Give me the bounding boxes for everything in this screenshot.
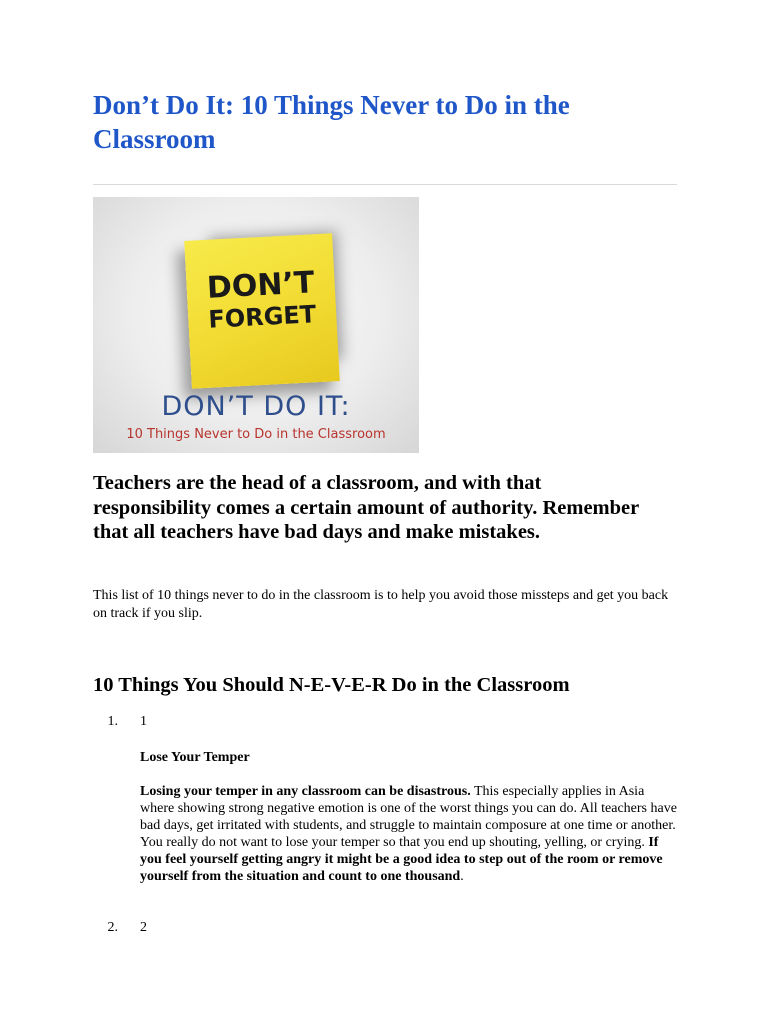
body-text: This especially applies in Asia where showing strong negative emotion is one of the worst things you can do. All teachers have bad days, get irritated with students, and struggle to maintain composure at one time or another. You really do not want to lose your temper so that you end up shouting, yelling, or crying. (140, 784, 677, 850)
body-text: . (460, 869, 464, 884)
list-item-heading: Lose Your Temper (140, 750, 250, 765)
sticky-note-line-1: DON’T (206, 265, 316, 306)
image-subheading: 10 Things Never to Do in the Classroom (126, 427, 386, 442)
section-title: 10 Things You Should N-E-V-E-R Do in the Classroom (93, 674, 570, 696)
list-item-number: 1 (140, 714, 147, 729)
list-item-number: 2 (140, 920, 147, 935)
list-marker: 1. (107, 714, 118, 729)
title-divider (93, 184, 677, 185)
list-marker: 2. (107, 920, 118, 935)
article-title: Don’t Do It: 10 Things Never to Do in the Classroom (93, 90, 570, 154)
sticky-note-line-2: FORGET (207, 300, 317, 334)
article-hero-image (93, 197, 419, 453)
list-item-body (140, 783, 680, 885)
intro-paragraph: This list of 10 things never to do in the classroom is to help you avoid those missteps and get you back on track if you slip. (93, 588, 669, 621)
sticky-note (184, 233, 340, 389)
body-bold-text: Losing your temper in any classroom can be disastrous. (140, 784, 471, 799)
lede-paragraph: Teachers are the head of a classroom, and with that responsibility comes a certain amount of authority. Remember that all teachers have bad days and make mistakes. (93, 472, 639, 543)
body-bold-text: If you feel yourself getting angry it might be a good idea to step out of the room or remove yourself from the situation and count to one thousand (140, 835, 663, 884)
image-heading: DON’T DO IT: (161, 391, 351, 422)
